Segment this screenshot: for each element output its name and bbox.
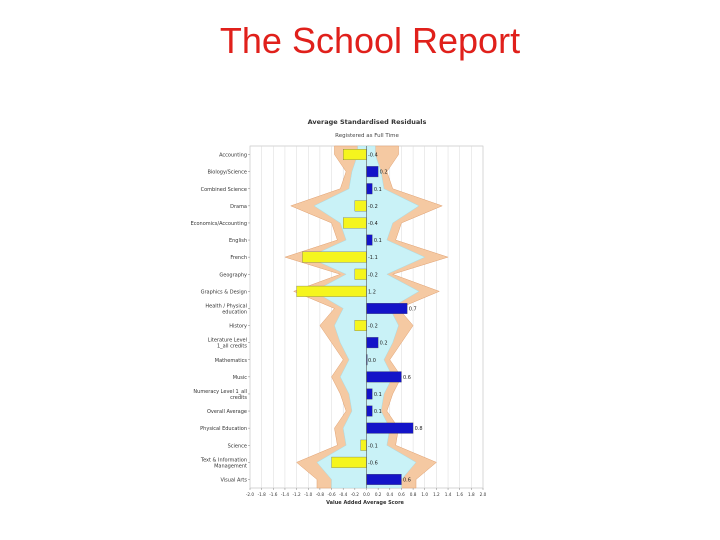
value-label: -0.4 [368,152,378,159]
value-label: 0.1 [373,186,382,193]
bar [355,320,367,331]
bar [367,474,402,485]
x-tick-label: -1.2 [292,492,301,497]
x-tick-label: 2.0 [479,492,487,497]
category-label: French [230,255,247,262]
category-label: Graphics & Design [200,289,247,296]
chart-subtitle: Registered as Full Time [335,133,399,139]
bar [343,149,366,160]
x-tick-label: 1.6 [456,492,464,497]
category-label: Drama [230,203,247,210]
x-tick-label: 0.0 [363,492,370,497]
bar [367,235,373,246]
value-label: 1.2 [368,289,376,296]
category-label: Music [232,374,247,381]
category-label: Combined Science [200,186,247,193]
x-tick-label: -1.8 [257,492,266,497]
bar [355,269,367,280]
x-tick-label: 1.4 [444,492,452,497]
category-label: Health / Physical education [205,303,247,316]
value-label: 0.7 [408,306,417,313]
x-tick-label: 1.0 [421,492,429,497]
category-label: Overall Average [207,409,247,416]
residuals-chart [185,108,495,508]
category-label: Science [227,443,247,450]
value-label: 0.2 [379,169,388,176]
category-label: Economics/Accounting [190,220,247,227]
bar [367,389,373,400]
x-tick-label: 0.8 [409,492,417,497]
bar [367,303,408,314]
value-label: -0.2 [368,272,378,279]
category-label: Biology/Science [207,169,247,176]
category-label: English [228,238,247,245]
bar [343,218,366,229]
category-label: Physical Education [200,426,247,433]
x-tick-label: -0.2 [350,492,359,497]
bar [332,457,367,468]
bar [361,440,367,451]
bar [367,337,379,348]
x-tick-label: 0.2 [374,492,382,497]
bar [302,252,366,263]
x-tick-label: -1.6 [269,492,278,497]
x-tick-label: -0.8 [315,492,324,497]
value-label: -0.1 [368,443,378,450]
x-axis-label: Value Added Average Score [326,500,404,506]
value-label: 0.0 [368,357,376,364]
bar [355,201,367,212]
value-label: 0.6 [402,374,411,381]
category-label: Numeracy Level 1_all credits [193,388,247,401]
value-label: 0.2 [379,340,388,347]
bar [367,166,379,177]
category-label: Geography [219,272,247,279]
value-label: 0.1 [373,391,382,398]
category-label: Text & Information Management [200,457,247,470]
x-tick-label: 1.2 [433,492,440,497]
category-label: History [229,323,247,330]
x-tick-label: -0.6 [327,492,336,497]
value-label: 0.1 [373,409,382,416]
value-label: 0.8 [414,426,423,433]
value-label: 0.6 [402,477,411,484]
bar [367,183,373,194]
value-label: -1.1 [368,255,378,262]
bar [297,286,367,297]
value-label: -0.4 [368,220,378,227]
x-tick-label: -1.0 [304,492,313,497]
x-tick-label: 0.6 [398,492,405,497]
value-label: 0.1 [373,238,382,245]
category-label: Literature Level 1_all credits [207,337,247,350]
chart-container [185,108,495,508]
value-label: -0.2 [368,203,378,210]
slide-title: The School Report [219,20,521,61]
bar [367,423,414,434]
bar [367,406,373,417]
x-tick-label: -1.4 [280,492,290,497]
category-label: Accounting [219,152,247,159]
bar [367,372,402,383]
x-tick-label: -2.0 [245,492,255,497]
category-label: Visual Arts [220,477,247,484]
category-label: Mathematics [214,357,247,364]
x-tick-label: 0.4 [386,492,394,497]
value-label: -0.2 [368,323,378,330]
chart-title: Average Standardised Residuals [307,118,427,126]
x-tick-label: 1.8 [468,492,475,497]
x-tick-label: -0.4 [339,492,348,497]
value-label: -0.6 [368,460,378,467]
